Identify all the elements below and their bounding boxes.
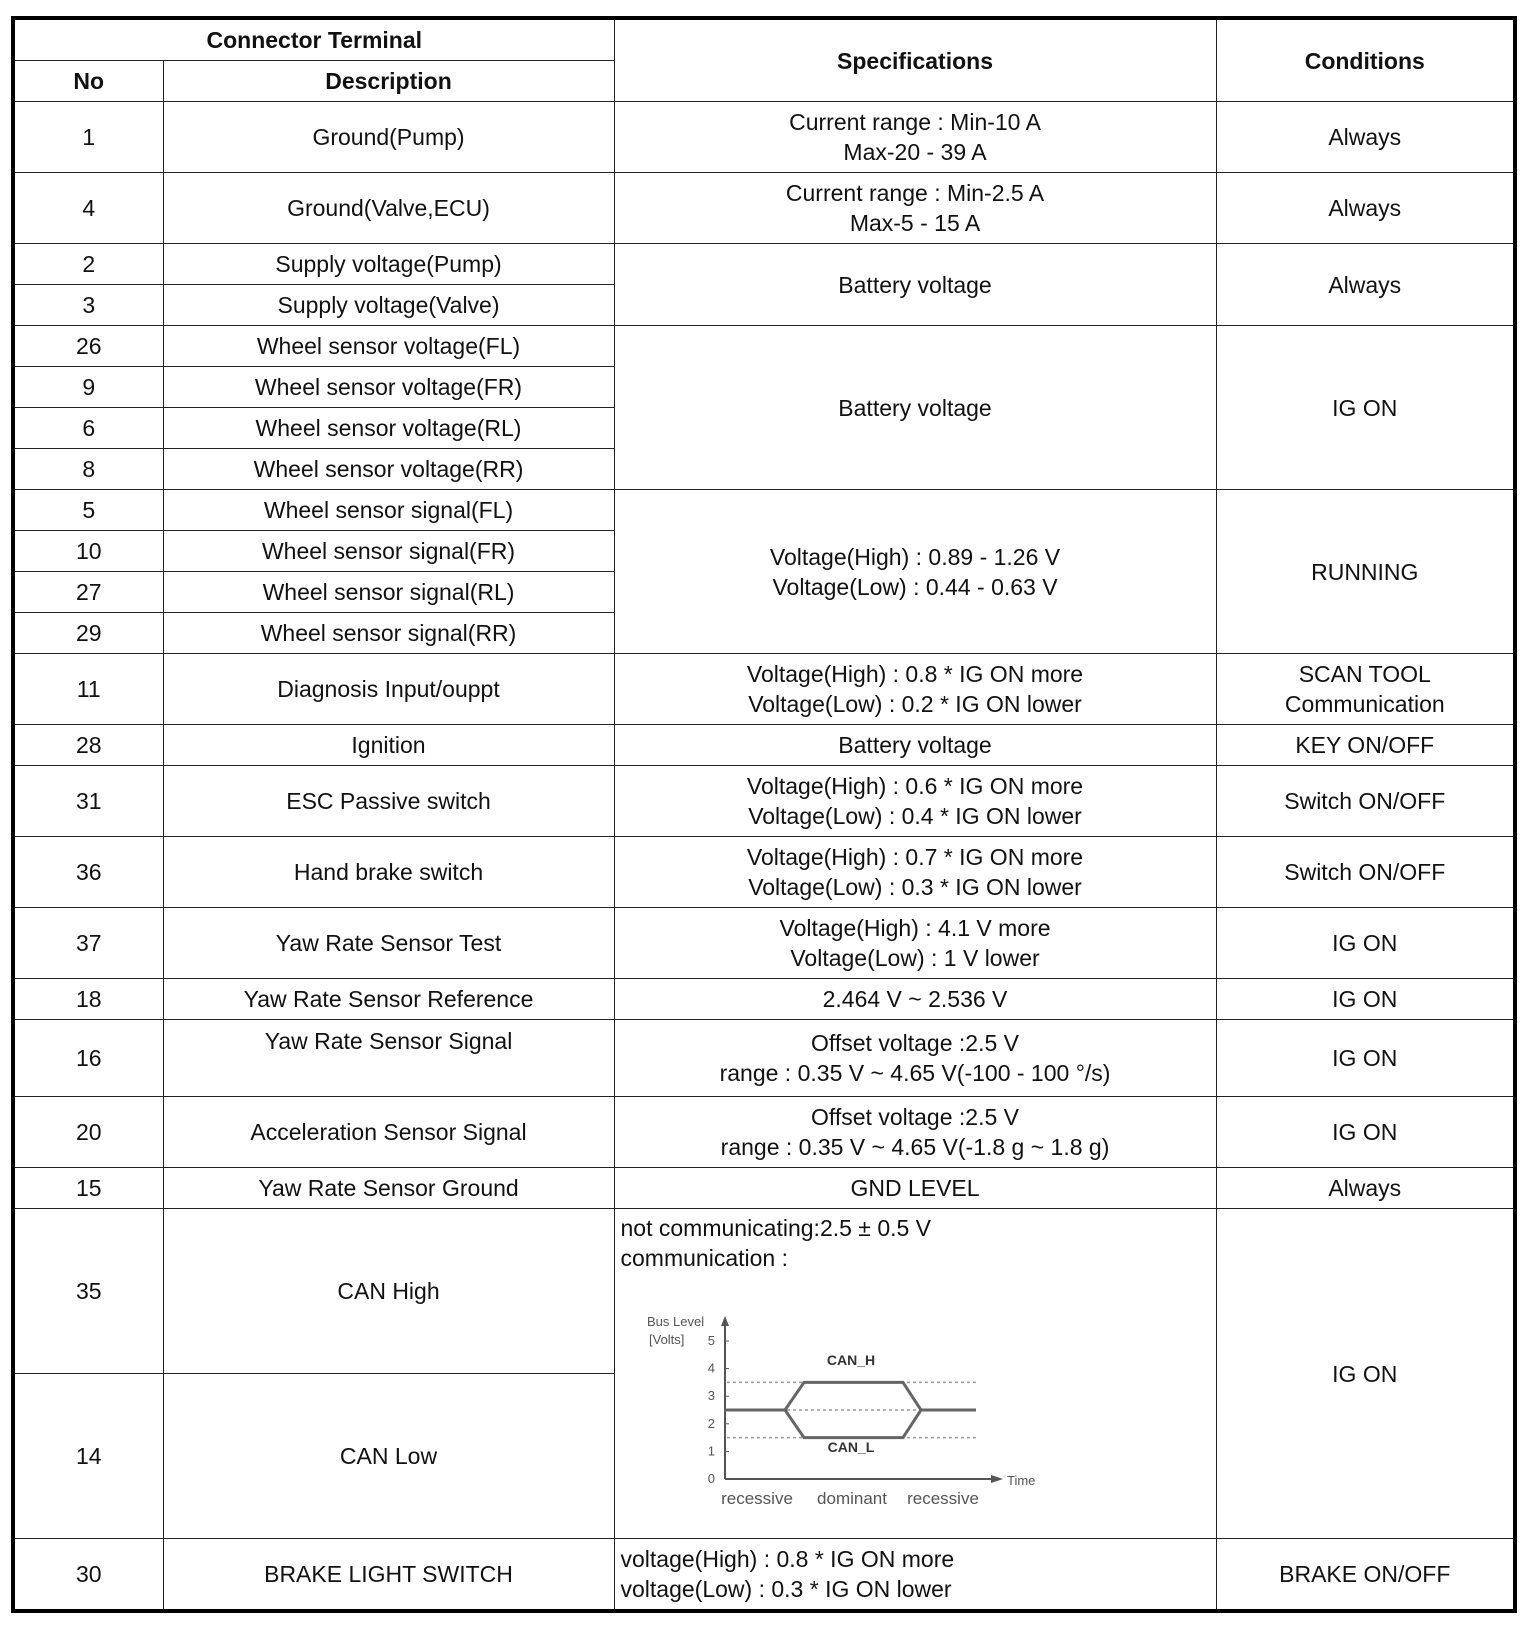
condition-cell xyxy=(1216,490,1515,654)
specification-cell xyxy=(614,490,1216,654)
specification-line: Current range : Min-10 A xyxy=(789,109,1041,135)
terminal-no: 2 xyxy=(13,244,163,285)
table-row xyxy=(13,102,1515,173)
specification-cell xyxy=(614,725,1216,766)
terminal-description: Diagnosis Input/ouppt xyxy=(163,654,614,725)
specification-line: range : 0.35 V ~ 4.65 V(-100 - 100 °/s) xyxy=(719,1060,1111,1086)
condition-line: BRAKE ON/OFF xyxy=(1279,1561,1451,1587)
header-description: Description xyxy=(163,61,614,102)
y-tick-label: 0 xyxy=(707,1471,715,1486)
specification-line: Voltage(High) : 4.1 V more xyxy=(779,915,1051,941)
specification-line: Battery voltage xyxy=(838,732,992,758)
condition-line: Always xyxy=(1328,195,1402,221)
terminal-no: 8 xyxy=(13,449,163,490)
terminal-description: CAN Low xyxy=(163,1374,614,1539)
terminal-no: 37 xyxy=(13,908,163,979)
terminal-no: 35 xyxy=(13,1209,163,1374)
terminal-description: Wheel sensor signal(RL) xyxy=(163,572,614,613)
terminal-description: Yaw Rate Sensor Reference xyxy=(163,979,614,1020)
table-row xyxy=(13,490,1515,531)
specification-line: voltage(Low) : 0.3 * IG ON lower xyxy=(620,1576,952,1602)
specification-cell xyxy=(614,1168,1216,1209)
table-row xyxy=(13,654,1515,725)
can-l-label: CAN_L xyxy=(827,1439,874,1455)
table-row xyxy=(13,837,1515,908)
terminal-description: CAN High xyxy=(163,1209,614,1374)
condition-cell xyxy=(1216,1209,1515,1539)
terminal-description: ESC Passive switch xyxy=(163,766,614,837)
terminal-no: 3 xyxy=(13,285,163,326)
specification-line: Max-5 - 15 A xyxy=(849,210,981,236)
terminal-description: Wheel sensor voltage(RL) xyxy=(163,408,614,449)
specification-line: Current range : Min-2.5 A xyxy=(785,180,1045,206)
can-h-signal xyxy=(725,1382,976,1410)
specification-cell xyxy=(614,102,1216,173)
specification-cell xyxy=(614,244,1216,326)
condition-line: IG ON xyxy=(1332,394,1398,421)
condition-cell xyxy=(1216,102,1515,173)
terminal-no: 14 xyxy=(13,1374,163,1539)
condition-line: Switch ON/OFF xyxy=(1284,788,1446,814)
specification-cell xyxy=(614,173,1216,244)
specification-cell xyxy=(614,1539,1216,1612)
condition-cell xyxy=(1216,173,1515,244)
table-row xyxy=(13,1209,1515,1374)
specification-cell xyxy=(614,654,1216,725)
condition-line: IG ON xyxy=(1332,986,1398,1012)
condition-line: RUNNING xyxy=(1311,558,1419,585)
specification-line: GND LEVEL xyxy=(850,1175,980,1201)
terminal-no: 28 xyxy=(13,725,163,766)
condition-line: Communication xyxy=(1284,691,1445,717)
condition-line: SCAN TOOL xyxy=(1298,661,1431,687)
specification-line: Battery voltage xyxy=(838,271,992,298)
phase-label: recessive xyxy=(906,1489,979,1508)
can-h-label: CAN_H xyxy=(826,1352,875,1368)
specification-line: Battery voltage xyxy=(838,394,992,421)
terminal-description: Supply voltage(Pump) xyxy=(163,244,614,285)
terminal-description: Yaw Rate Sensor Signal xyxy=(163,1020,614,1097)
specification-line: Max-20 - 39 A xyxy=(843,139,987,165)
terminal-description: Wheel sensor signal(RR) xyxy=(163,613,614,654)
condition-cell xyxy=(1216,1168,1515,1209)
terminal-no: 18 xyxy=(13,979,163,1020)
table-body xyxy=(13,102,1515,1612)
terminal-description: Hand brake switch xyxy=(163,837,614,908)
terminal-no: 9 xyxy=(13,367,163,408)
header-connector-terminal: Connector Terminal xyxy=(13,18,614,61)
specification-line: Voltage(Low) : 0.44 - 0.63 V xyxy=(772,573,1058,600)
table-row xyxy=(13,1168,1515,1209)
terminal-description: Wheel sensor signal(FR) xyxy=(163,531,614,572)
terminal-description: Wheel sensor voltage(RR) xyxy=(163,449,614,490)
terminal-no: 16 xyxy=(13,1020,163,1097)
table-row xyxy=(13,1097,1515,1168)
terminal-description: Wheel sensor signal(FL) xyxy=(163,490,614,531)
condition-line: KEY ON/OFF xyxy=(1295,732,1435,758)
specification-line: Offset voltage :2.5 V xyxy=(811,1104,1019,1130)
y-axis-arrow-icon xyxy=(721,1316,729,1326)
specification-cell xyxy=(614,326,1216,490)
terminal-no: 1 xyxy=(13,102,163,173)
specification-line: voltage(High) : 0.8 * IG ON more xyxy=(620,1546,955,1572)
y-tick-label: 4 xyxy=(707,1360,715,1376)
y-tick-label: 5 xyxy=(707,1333,715,1348)
condition-line: IG ON xyxy=(1332,930,1398,956)
header-no: No xyxy=(13,61,163,102)
table-row xyxy=(13,173,1515,244)
table-row xyxy=(13,1539,1515,1612)
terminal-no: 10 xyxy=(13,531,163,572)
terminal-no: 15 xyxy=(13,1168,163,1209)
y-tick-label: 1 xyxy=(707,1443,715,1459)
condition-cell xyxy=(1216,326,1515,490)
terminal-description: Acceleration Sensor Signal xyxy=(163,1097,614,1168)
specification-cell xyxy=(614,908,1216,979)
specification-line: Voltage(High) : 0.89 - 1.26 V xyxy=(769,543,1061,570)
specification-cell xyxy=(614,766,1216,837)
header-conditions: Conditions xyxy=(1216,18,1515,102)
condition-line: Always xyxy=(1328,124,1402,150)
condition-cell xyxy=(1216,908,1515,979)
condition-cell xyxy=(1216,725,1515,766)
specification-line: Voltage(Low) : 0.2 * IG ON lower xyxy=(748,691,1082,717)
terminal-description: Ground(Pump) xyxy=(163,102,614,173)
condition-cell xyxy=(1216,244,1515,326)
terminal-description: Yaw Rate Sensor Ground xyxy=(163,1168,614,1209)
terminal-no: 29 xyxy=(13,613,163,654)
terminal-no: 27 xyxy=(13,572,163,613)
specification-line: Voltage(High) : 0.8 * IG ON more xyxy=(746,661,1084,687)
table-row xyxy=(13,725,1515,766)
y-axis-label: Bus Level xyxy=(646,1314,704,1329)
condition-line: IG ON xyxy=(1332,1119,1398,1145)
specification-line: Voltage(Low) : 0.3 * IG ON lower xyxy=(748,874,1082,900)
y-tick-label: 2 xyxy=(707,1415,715,1431)
condition-line: Always xyxy=(1328,1175,1402,1201)
terminal-description: Ground(Valve,ECU) xyxy=(163,173,614,244)
condition-line: IG ON xyxy=(1332,1045,1398,1071)
terminal-description: Wheel sensor voltage(FR) xyxy=(163,367,614,408)
terminal-no: 31 xyxy=(13,766,163,837)
terminal-description: Wheel sensor voltage(FL) xyxy=(163,326,614,367)
terminal-no: 5 xyxy=(13,490,163,531)
can-bus-level-diagram xyxy=(615,1304,1217,1544)
condition-cell xyxy=(1216,979,1515,1020)
condition-cell xyxy=(1216,766,1515,837)
specification-line: not communicating:2.5 ± 0.5 V xyxy=(620,1215,932,1241)
x-axis-arrow-icon xyxy=(991,1475,1003,1483)
table-row xyxy=(13,244,1515,285)
terminal-no: 6 xyxy=(13,408,163,449)
table-row xyxy=(13,1020,1515,1097)
terminal-description: Yaw Rate Sensor Test xyxy=(163,908,614,979)
phase-label: dominant xyxy=(816,1489,887,1508)
specification-cell xyxy=(614,1209,1216,1539)
specification-cell xyxy=(614,1097,1216,1168)
table-row xyxy=(13,326,1515,367)
condition-cell xyxy=(1216,654,1515,725)
x-axis-label: Time xyxy=(1006,1473,1035,1488)
terminal-no: 36 xyxy=(13,837,163,908)
phase-label: recessive xyxy=(720,1489,793,1508)
specification-cell xyxy=(614,837,1216,908)
terminal-no: 11 xyxy=(13,654,163,725)
specification-line: range : 0.35 V ~ 4.65 V(-1.8 g ~ 1.8 g) xyxy=(720,1134,1110,1160)
condition-cell xyxy=(1216,1097,1515,1168)
condition-line: Always xyxy=(1328,271,1402,298)
y-tick-label: 3 xyxy=(707,1388,715,1404)
condition-cell xyxy=(1216,1020,1515,1097)
specification-line: Voltage(High) : 0.7 * IG ON more xyxy=(746,844,1084,870)
condition-cell xyxy=(1216,837,1515,908)
connector-terminal-table xyxy=(11,16,1517,1613)
specification-line: Voltage(High) : 0.6 * IG ON more xyxy=(746,773,1084,799)
terminal-no: 26 xyxy=(13,326,163,367)
specification-line: 2.464 V ~ 2.536 V xyxy=(822,986,1008,1012)
terminal-no: 4 xyxy=(13,173,163,244)
y-axis-unit: [Volts] xyxy=(648,1332,684,1347)
specification-line: communication : xyxy=(620,1245,788,1271)
terminal-description: Ignition xyxy=(163,725,614,766)
header-specifications: Specifications xyxy=(614,18,1216,102)
table-row xyxy=(13,979,1515,1020)
table-row xyxy=(13,908,1515,979)
condition-cell xyxy=(1216,1539,1515,1612)
specification-line: Voltage(Low) : 1 V lower xyxy=(790,945,1040,971)
table-row xyxy=(13,766,1515,837)
specification-cell xyxy=(614,1020,1216,1097)
specification-cell xyxy=(614,979,1216,1020)
terminal-description: BRAKE LIGHT SWITCH xyxy=(163,1539,614,1612)
specification-line: Offset voltage :2.5 V xyxy=(811,1030,1019,1056)
specification-line: Voltage(Low) : 0.4 * IG ON lower xyxy=(748,803,1082,829)
condition-line: Switch ON/OFF xyxy=(1284,859,1446,885)
terminal-no: 20 xyxy=(13,1097,163,1168)
terminal-no: 30 xyxy=(13,1539,163,1612)
can-l-signal xyxy=(785,1410,921,1438)
terminal-description: Supply voltage(Valve) xyxy=(163,285,614,326)
condition-line: IG ON xyxy=(1332,1360,1398,1387)
